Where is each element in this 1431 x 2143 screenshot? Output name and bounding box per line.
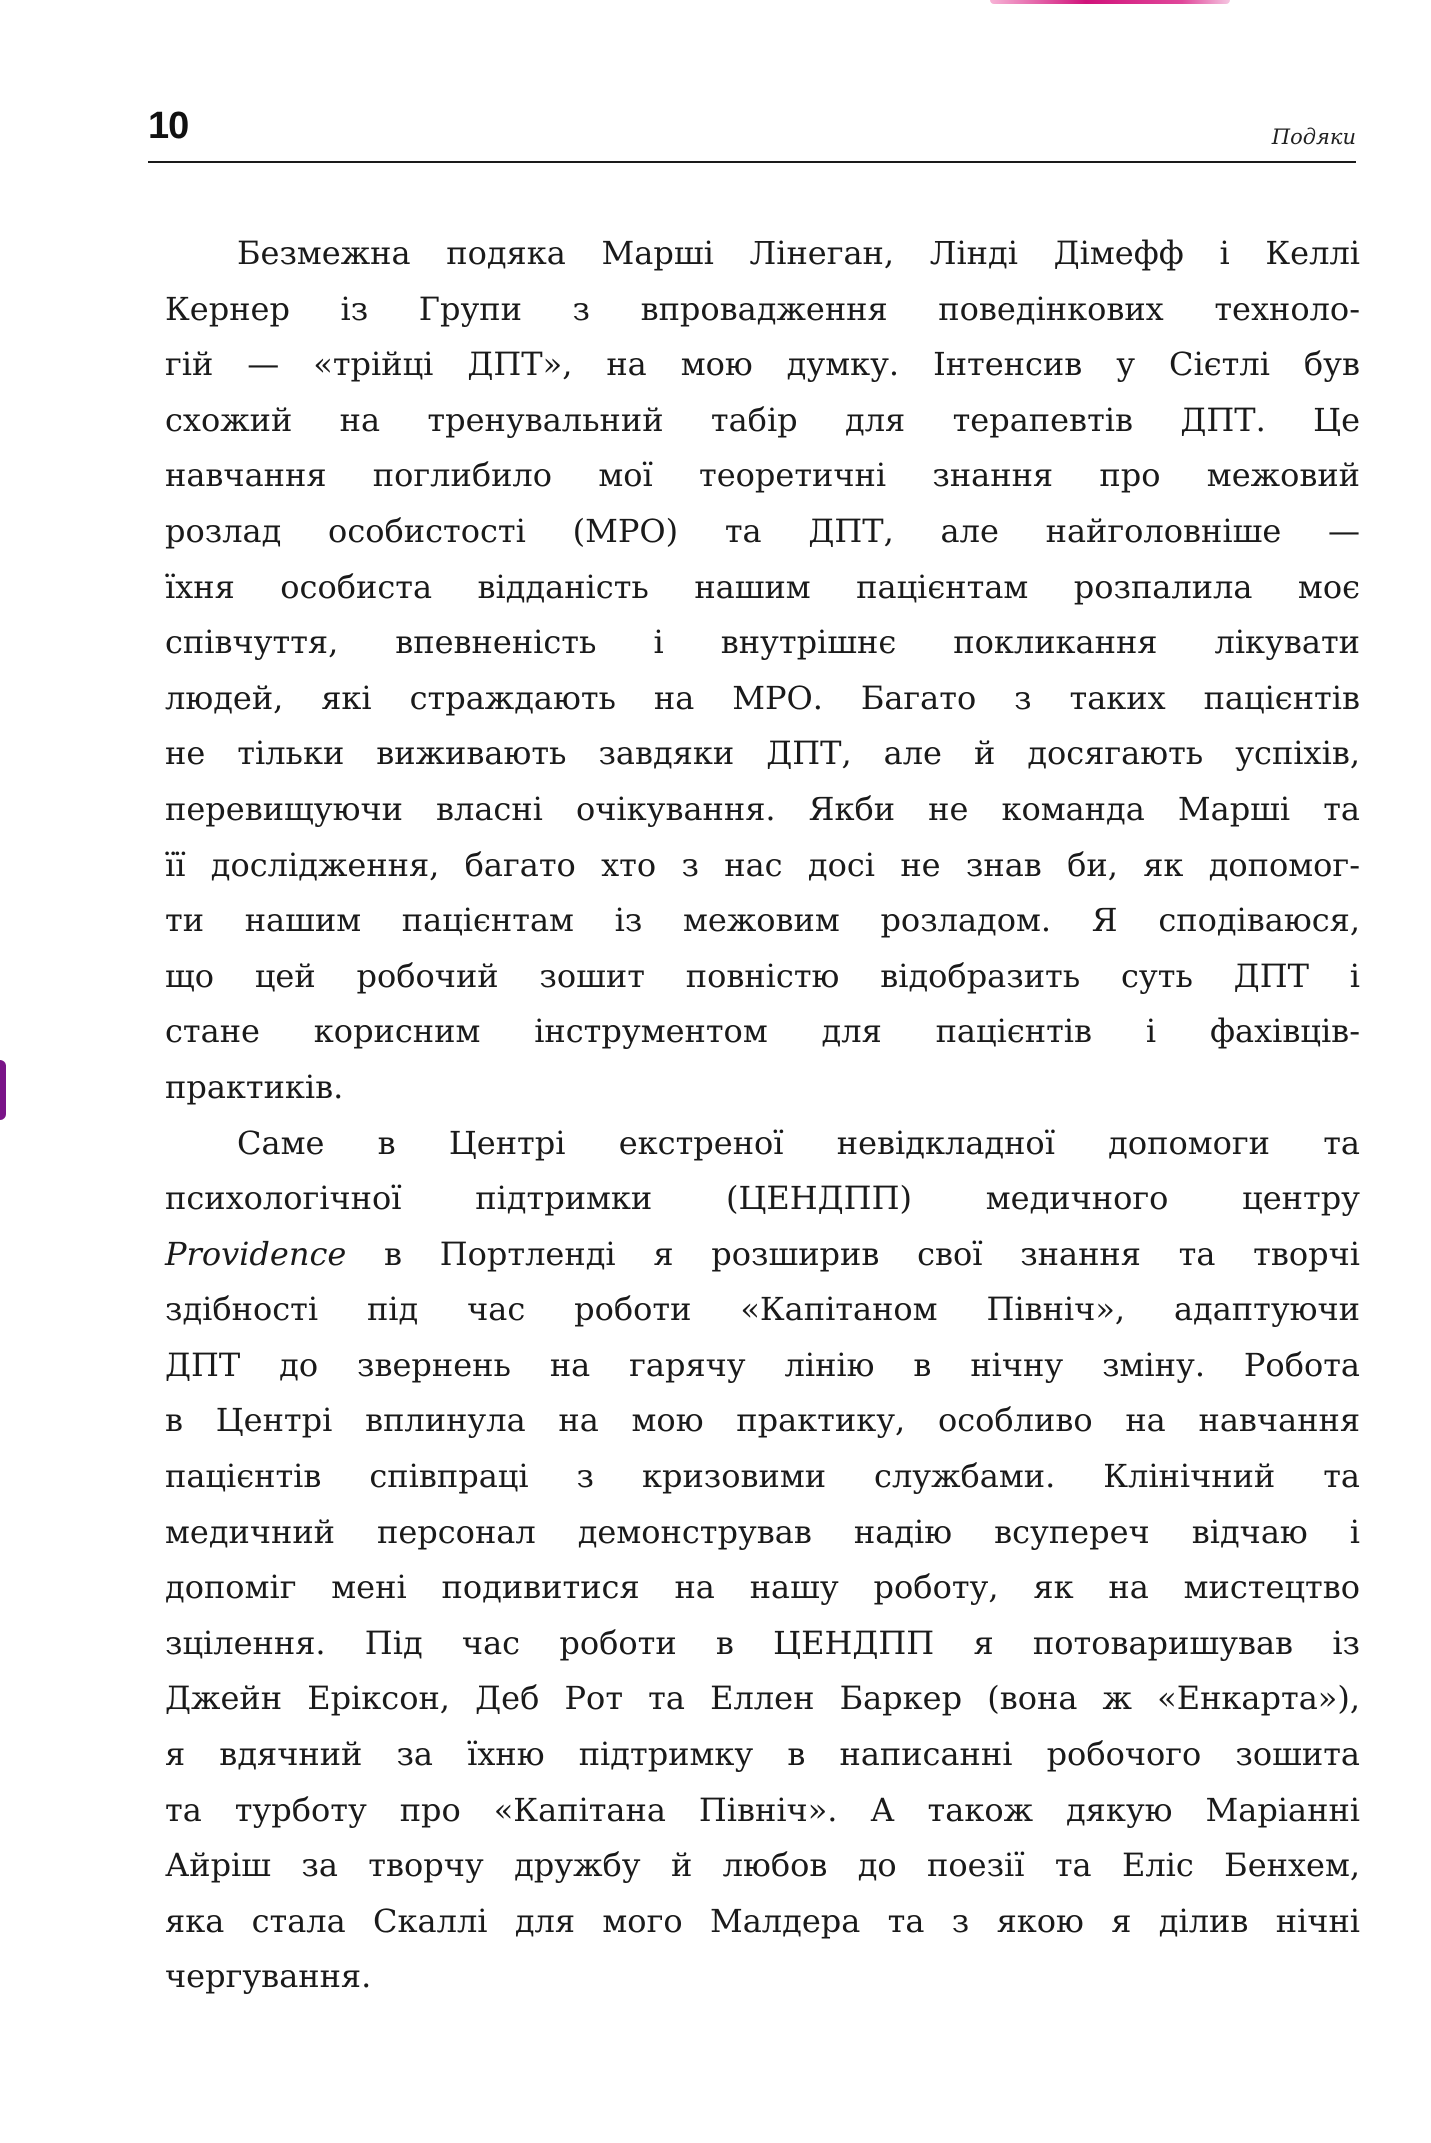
text-line: допоміг мені подивитися на нашу роботу, як на мистецтво <box>165 1568 1360 1607</box>
text-line: її дослідження, багато хто з нас досі не знав би, як допомог- <box>165 845 1360 884</box>
text-line: співчуття, впевненість і внутрішнє покликання лікувати <box>165 623 1360 662</box>
text-line: яка стала Скаллі для мого Малдера та з якою я ділив нічні <box>165 1901 1360 1940</box>
section-title: Подяки <box>1271 125 1356 149</box>
text-line: медичний персонал демонстрував надію всупереч відчаю і <box>165 1512 1360 1551</box>
page-number: 10 <box>148 105 189 147</box>
body-text <box>165 226 1360 2005</box>
text-line: чергування. <box>165 1957 372 1996</box>
page-edge-mark-left <box>0 1060 6 1120</box>
header-rule <box>148 161 1356 163</box>
text-line: стане корисним інструментом для пацієнтів і фахівців- <box>165 1012 1360 1051</box>
text-line: перевищуючи власні очікування. Якби не команда Марші та <box>165 789 1360 828</box>
text-line: практиків. <box>165 1067 344 1106</box>
text-line: та турботу про «Капітана Північ». А також дякую Маріанні <box>165 1790 1360 1829</box>
text-line: гій — «трійці ДПТ», на мою думку. Інтенсив у Сієтлі був <box>165 345 1360 384</box>
text-line: в Центрі вплинула на мою практику, особливо на навчання <box>165 1401 1360 1440</box>
text-line: Айріш за творчу дружбу й любов до поезії та Еліс Бенхем, <box>165 1846 1360 1885</box>
text-line: здібності під час роботи «Капітаном Північ», адаптуючи <box>165 1290 1360 1329</box>
text-line <box>165 1227 1360 1283</box>
text-line: Джейн Еріксон, Деб Рот та Еллен Баркер (вона ж «Енкарта»), <box>165 1679 1360 1718</box>
text-line: я вдячний за їхню підтримку в написанні робочого зошита <box>165 1735 1360 1774</box>
text-line: психологічної підтримки (ЦЕНДПП) медичного центру <box>165 1179 1360 1218</box>
page-edge-mark-top <box>990 0 1230 4</box>
text-line: зцілення. Під час роботи в ЦЕНДПП я потоваришував із <box>165 1623 1360 1662</box>
text-line: їхня особиста відданість нашим пацієнтам розпалила моє <box>165 567 1360 606</box>
running-head <box>148 105 1356 167</box>
text-line: ти нашим пацієнтам із межовим розладом. Я сподіваюся, <box>165 901 1360 940</box>
text-line: Саме в Центрі екстреної невідкладної допомоги та <box>237 1123 1360 1162</box>
text-line: схожий на тренувальний табір для терапевтів ДПТ. Це <box>165 400 1360 439</box>
paragraph-2 <box>165 1116 1360 2006</box>
text-line: розлад особистості (МРО) та ДПТ, але найголовніше — <box>165 511 1360 550</box>
italic-term: Providence <box>165 1234 347 1273</box>
text-line: Безмежна подяка Марші Лінеган, Лінді Дімефф і Келлі <box>237 234 1360 272</box>
text-fragment: в Портленді я розширив свої знання та творчі <box>346 1234 1360 1273</box>
text-line: навчання поглибило мої теоретичні знання про межовий <box>165 456 1360 495</box>
text-line: пацієнтів співпраці з кризовими службами. Клінічний та <box>165 1457 1360 1496</box>
text-line: ДПТ до звернень на гарячу лінію в нічну зміну. Робота <box>165 1345 1360 1384</box>
text-line: що цей робочий зошит повністю відобразить суть ДПТ і <box>165 956 1360 995</box>
text-line: Кернер із Групи з впровадження поведінкових техноло- <box>165 289 1360 328</box>
text-line: людей, які страждають на МРО. Багато з таких пацієнтів <box>165 678 1360 717</box>
text-line: не тільки виживають завдяки ДПТ, але й досягають успіхів, <box>165 734 1360 773</box>
paragraph-1 <box>165 226 1360 1116</box>
